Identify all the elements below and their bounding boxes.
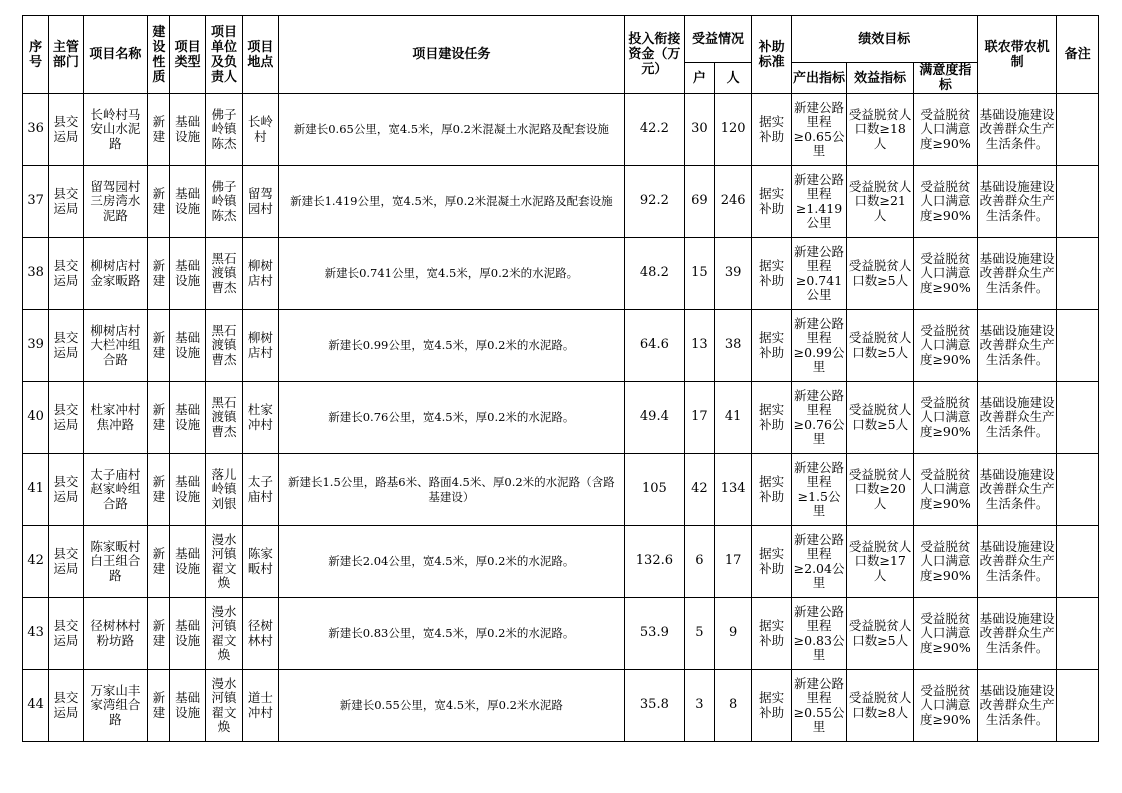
cell-people: 9: [714, 598, 751, 670]
cell-people: 38: [714, 310, 751, 382]
cell-task: 新建长0.76公里，宽4.5米，厚0.2米的水泥路。: [278, 382, 625, 454]
cell-ptype: 基础设施: [170, 166, 205, 238]
cell-remarks: [1057, 310, 1099, 382]
project-sheet: [22, 15, 1099, 742]
cell-households: 6: [684, 526, 714, 598]
cell-task: 新建长2.04公里，宽4.5米，厚0.2米的水泥路。: [278, 526, 625, 598]
header-dept: 主管部门: [49, 16, 83, 94]
cell-funds: 132.6: [625, 526, 685, 598]
cell-task: 新建长1.419公里，宽4.5米，厚0.2米混凝土水泥路及配套设施: [278, 166, 625, 238]
cell-name: 杜家冲村焦冲路: [83, 382, 148, 454]
cell-dept: 县交运局: [49, 526, 83, 598]
cell-dept: 县交运局: [49, 670, 83, 742]
cell-households: 5: [684, 598, 714, 670]
cell-name: 柳树店村金家畈路: [83, 238, 148, 310]
table-row: [23, 310, 1099, 382]
cell-people: 246: [714, 166, 751, 238]
cell-subsidy: 据实补助: [752, 382, 791, 454]
cell-effect: 受益脱贫人口数≥17人: [847, 526, 914, 598]
header-benefit: 受益情况: [684, 16, 752, 63]
cell-ptype: 基础设施: [170, 598, 205, 670]
cell-households: 17: [684, 382, 714, 454]
project-table: [22, 15, 1099, 742]
cell-seq: 36: [23, 94, 49, 166]
table-body: [23, 94, 1099, 742]
cell-output: 新建公路里程≥0.99公里: [791, 310, 847, 382]
cell-subsidy: 据实补助: [752, 166, 791, 238]
cell-remarks: [1057, 526, 1099, 598]
cell-seq: 40: [23, 382, 49, 454]
cell-nature: 新建: [148, 310, 170, 382]
cell-name: 柳树店村大栏冲组合路: [83, 310, 148, 382]
cell-unit: 黑石渡镇曹杰: [205, 238, 242, 310]
cell-unit: 漫水河镇翟文焕: [205, 670, 242, 742]
cell-dept: 县交运局: [49, 598, 83, 670]
cell-nature: 新建: [148, 670, 170, 742]
cell-households: 13: [684, 310, 714, 382]
cell-nature: 新建: [148, 94, 170, 166]
cell-seq: 37: [23, 166, 49, 238]
cell-nature: 新建: [148, 238, 170, 310]
cell-output: 新建公路里程≥2.04公里: [791, 526, 847, 598]
cell-households: 3: [684, 670, 714, 742]
cell-satisfaction: 受益脱贫人口满意度≥90%: [914, 670, 978, 742]
cell-name: 径树林村粉坊路: [83, 598, 148, 670]
cell-location: 杜家冲村: [243, 382, 278, 454]
cell-mechanism: 基础设施建设改善群众生产生活条件。: [977, 670, 1057, 742]
cell-funds: 42.2: [625, 94, 685, 166]
cell-people: 39: [714, 238, 751, 310]
cell-ptype: 基础设施: [170, 382, 205, 454]
cell-location: 太子庙村: [243, 454, 278, 526]
header-remarks: 备注: [1057, 16, 1099, 94]
table-row: [23, 670, 1099, 742]
cell-funds: 105: [625, 454, 685, 526]
cell-location: 径树林村: [243, 598, 278, 670]
cell-task: 新建长1.5公里，路基6米、路面4.5米、厚0.2米的水泥路（含路基建设）: [278, 454, 625, 526]
cell-location: 长岭村: [243, 94, 278, 166]
cell-seq: 44: [23, 670, 49, 742]
cell-households: 69: [684, 166, 714, 238]
cell-funds: 49.4: [625, 382, 685, 454]
cell-households: 15: [684, 238, 714, 310]
table-row: [23, 382, 1099, 454]
cell-task: 新建长0.55公里，宽4.5米，厚0.2米水泥路: [278, 670, 625, 742]
cell-effect: 受益脱贫人口数≥5人: [847, 598, 914, 670]
cell-nature: 新建: [148, 454, 170, 526]
cell-people: 8: [714, 670, 751, 742]
cell-dept: 县交运局: [49, 238, 83, 310]
header-unit: 项目单位及负责人: [205, 16, 242, 94]
cell-dept: 县交运局: [49, 310, 83, 382]
cell-location: 陈家畈村: [243, 526, 278, 598]
header-funds: 投入衔接资金（万元）: [625, 16, 685, 94]
header-perf: 绩效目标: [791, 16, 977, 63]
cell-people: 120: [714, 94, 751, 166]
cell-seq: 43: [23, 598, 49, 670]
cell-remarks: [1057, 670, 1099, 742]
cell-satisfaction: 受益脱贫人口满意度≥90%: [914, 238, 978, 310]
cell-unit: 佛子岭镇陈杰: [205, 166, 242, 238]
cell-location: 柳树店村: [243, 238, 278, 310]
cell-remarks: [1057, 238, 1099, 310]
cell-dept: 县交运局: [49, 94, 83, 166]
cell-task: 新建长0.741公里，宽4.5米，厚0.2米的水泥路。: [278, 238, 625, 310]
cell-satisfaction: 受益脱贫人口满意度≥90%: [914, 526, 978, 598]
header-nature: 建设性质: [148, 16, 170, 94]
cell-mechanism: 基础设施建设改善群众生产生活条件。: [977, 310, 1057, 382]
cell-mechanism: 基础设施建设改善群众生产生活条件。: [977, 454, 1057, 526]
cell-ptype: 基础设施: [170, 526, 205, 598]
cell-remarks: [1057, 454, 1099, 526]
cell-location: 柳树店村: [243, 310, 278, 382]
cell-people: 134: [714, 454, 751, 526]
cell-satisfaction: 受益脱贫人口满意度≥90%: [914, 310, 978, 382]
cell-remarks: [1057, 382, 1099, 454]
cell-nature: 新建: [148, 526, 170, 598]
table-row: [23, 166, 1099, 238]
header-satisfaction: 满意度指标: [914, 63, 978, 94]
cell-subsidy: 据实补助: [752, 238, 791, 310]
cell-ptype: 基础设施: [170, 310, 205, 382]
cell-task: 新建长0.83公里，宽4.5米，厚0.2米的水泥路。: [278, 598, 625, 670]
cell-satisfaction: 受益脱贫人口满意度≥90%: [914, 94, 978, 166]
cell-funds: 35.8: [625, 670, 685, 742]
header-ptype: 项目类型: [170, 16, 205, 94]
cell-ptype: 基础设施: [170, 670, 205, 742]
cell-subsidy: 据实补助: [752, 454, 791, 526]
cell-subsidy: 据实补助: [752, 310, 791, 382]
cell-nature: 新建: [148, 382, 170, 454]
cell-subsidy: 据实补助: [752, 526, 791, 598]
cell-effect: 受益脱贫人口数≥5人: [847, 310, 914, 382]
cell-nature: 新建: [148, 166, 170, 238]
cell-satisfaction: 受益脱贫人口满意度≥90%: [914, 598, 978, 670]
cell-task: 新建长0.99公里，宽4.5米，厚0.2米的水泥路。: [278, 310, 625, 382]
cell-name: 太子庙村赵家岭组合路: [83, 454, 148, 526]
cell-name: 留驾园村三房湾水泥路: [83, 166, 148, 238]
table-row: [23, 454, 1099, 526]
table-row: [23, 598, 1099, 670]
cell-funds: 92.2: [625, 166, 685, 238]
cell-remarks: [1057, 94, 1099, 166]
cell-effect: 受益脱贫人口数≥5人: [847, 238, 914, 310]
header-location: 项目地点: [243, 16, 278, 94]
cell-mechanism: 基础设施建设改善群众生产生活条件。: [977, 382, 1057, 454]
header-households: 户: [684, 63, 714, 94]
cell-dept: 县交运局: [49, 454, 83, 526]
cell-seq: 41: [23, 454, 49, 526]
cell-mechanism: 基础设施建设改善群众生产生活条件。: [977, 598, 1057, 670]
cell-satisfaction: 受益脱贫人口满意度≥90%: [914, 382, 978, 454]
cell-ptype: 基础设施: [170, 454, 205, 526]
cell-dept: 县交运局: [49, 166, 83, 238]
cell-remarks: [1057, 598, 1099, 670]
cell-output: 新建公路里程≥0.76公里: [791, 382, 847, 454]
cell-unit: 漫水河镇翟文焕: [205, 598, 242, 670]
cell-seq: 38: [23, 238, 49, 310]
cell-unit: 黑石渡镇曹杰: [205, 310, 242, 382]
header-output: 产出指标: [791, 63, 847, 94]
cell-unit: 佛子岭镇陈杰: [205, 94, 242, 166]
header-mechanism: 联农带农机制: [977, 16, 1057, 94]
cell-nature: 新建: [148, 598, 170, 670]
table-row: [23, 526, 1099, 598]
cell-output: 新建公路里程≥0.55公里: [791, 670, 847, 742]
cell-funds: 48.2: [625, 238, 685, 310]
cell-output: 新建公路里程≥1.419公里: [791, 166, 847, 238]
cell-name: 陈家畈村白王组合路: [83, 526, 148, 598]
cell-location: 道士冲村: [243, 670, 278, 742]
cell-subsidy: 据实补助: [752, 94, 791, 166]
header-people: 人: [714, 63, 751, 94]
cell-seq: 42: [23, 526, 49, 598]
cell-satisfaction: 受益脱贫人口满意度≥90%: [914, 454, 978, 526]
cell-people: 41: [714, 382, 751, 454]
cell-location: 留驾园村: [243, 166, 278, 238]
cell-unit: 黑石渡镇曹杰: [205, 382, 242, 454]
cell-funds: 53.9: [625, 598, 685, 670]
cell-name: 万家山丰家湾组合路: [83, 670, 148, 742]
cell-effect: 受益脱贫人口数≥8人: [847, 670, 914, 742]
header-name: 项目名称: [83, 16, 148, 94]
cell-unit: 漫水河镇翟文焕: [205, 526, 242, 598]
cell-ptype: 基础设施: [170, 238, 205, 310]
cell-mechanism: 基础设施建设改善群众生产生活条件。: [977, 94, 1057, 166]
cell-effect: 受益脱贫人口数≥20人: [847, 454, 914, 526]
table-row: [23, 94, 1099, 166]
cell-output: 新建公路里程≥0.741公里: [791, 238, 847, 310]
cell-people: 17: [714, 526, 751, 598]
cell-households: 30: [684, 94, 714, 166]
cell-task: 新建长0.65公里，宽4.5米，厚0.2米混凝土水泥路及配套设施: [278, 94, 625, 166]
cell-subsidy: 据实补助: [752, 598, 791, 670]
cell-seq: 39: [23, 310, 49, 382]
cell-effect: 受益脱贫人口数≥5人: [847, 382, 914, 454]
cell-mechanism: 基础设施建设改善群众生产生活条件。: [977, 526, 1057, 598]
header-seq: 序号: [23, 16, 49, 94]
header-task: 项目建设任务: [278, 16, 625, 94]
table-row: [23, 238, 1099, 310]
cell-unit: 落儿岭镇刘银: [205, 454, 242, 526]
cell-households: 42: [684, 454, 714, 526]
cell-satisfaction: 受益脱贫人口满意度≥90%: [914, 166, 978, 238]
cell-output: 新建公路里程≥0.83公里: [791, 598, 847, 670]
cell-output: 新建公路里程≥0.65公里: [791, 94, 847, 166]
cell-remarks: [1057, 166, 1099, 238]
header-effect: 效益指标: [847, 63, 914, 94]
cell-effect: 受益脱贫人口数≥21人: [847, 166, 914, 238]
cell-output: 新建公路里程≥1.5公里: [791, 454, 847, 526]
cell-mechanism: 基础设施建设改善群众生产生活条件。: [977, 166, 1057, 238]
header-subsidy: 补助标准: [752, 16, 791, 94]
cell-ptype: 基础设施: [170, 94, 205, 166]
cell-dept: 县交运局: [49, 382, 83, 454]
cell-mechanism: 基础设施建设改善群众生产生活条件。: [977, 238, 1057, 310]
cell-effect: 受益脱贫人口数≥18人: [847, 94, 914, 166]
cell-funds: 64.6: [625, 310, 685, 382]
cell-subsidy: 据实补助: [752, 670, 791, 742]
cell-name: 长岭村马安山水泥路: [83, 94, 148, 166]
